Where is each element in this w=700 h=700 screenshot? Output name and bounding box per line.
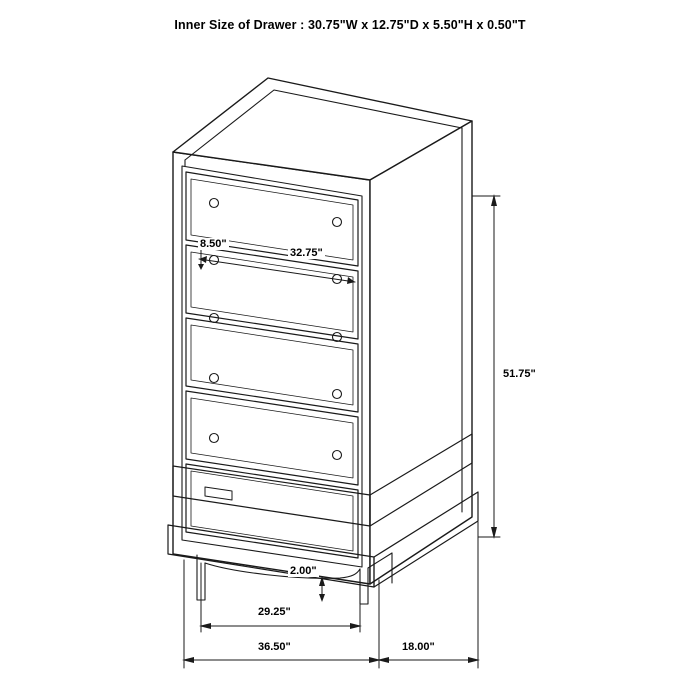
label-overall-height: 51.75" (503, 368, 536, 380)
label-drawer-height: 8.50" (200, 238, 227, 250)
label-foot-height: 2.00" (290, 565, 317, 577)
label-drawer-width: 32.75" (290, 247, 323, 259)
label-overall-depth: 18.00" (402, 641, 435, 653)
dimension-foot-height (319, 576, 325, 602)
label-overall-width: 36.50" (258, 641, 291, 653)
page-title: Inner Size of Drawer : 30.75"W x 12.75"D x 5.50"H x 0.50"T (174, 18, 526, 32)
label-base-inner-width: 29.25" (258, 606, 291, 618)
cabinet-front-face (173, 152, 370, 584)
dimension-overall-height (472, 194, 500, 539)
cabinet-right-side (370, 121, 472, 584)
